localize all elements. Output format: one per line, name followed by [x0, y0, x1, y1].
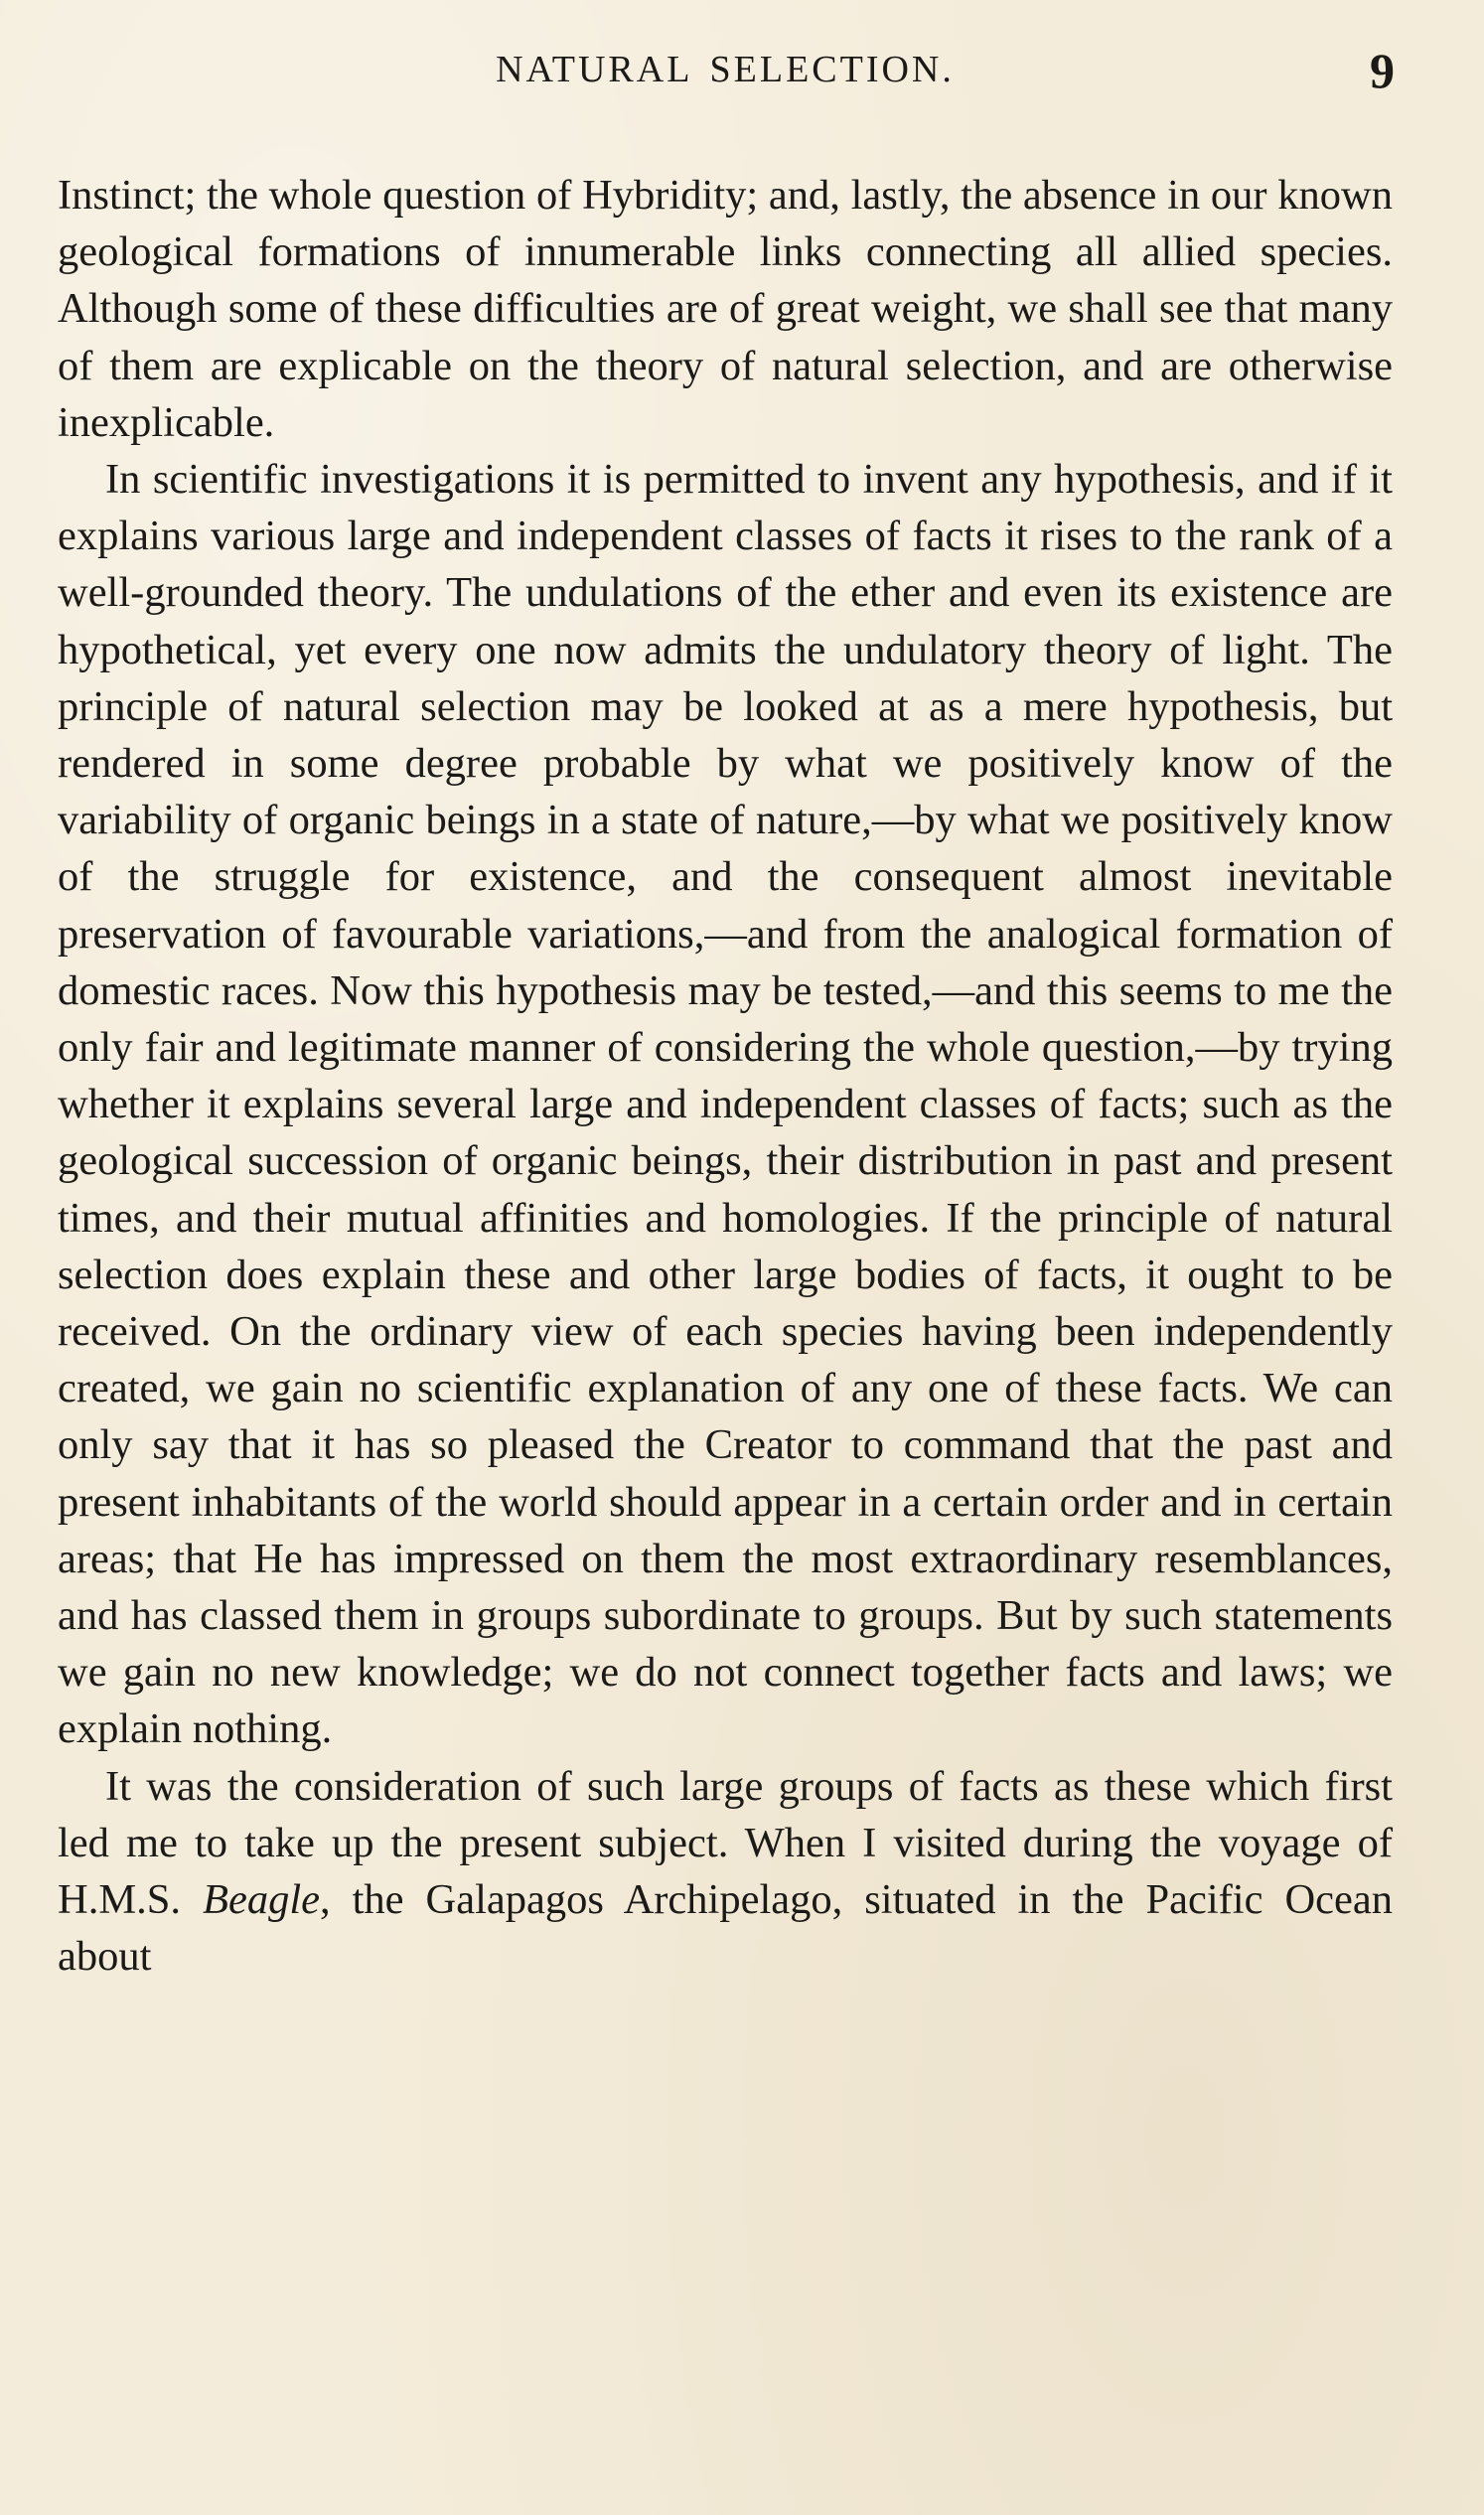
paragraph-3-text-after: , the Galapagos Archipelago, situated in the Pacific Ocean about — [58, 1876, 1393, 1981]
running-title: NATURAL SELECTION. — [496, 49, 955, 90]
page-number: 9 — [1370, 43, 1395, 98]
book-page — [58, 40, 1393, 2463]
paragraph-3 — [58, 1758, 1393, 1986]
paragraph-2: In scientific investigations it is permitted to invent any hypothesis, and if it explains various large and independent classes of facts it rises to the rank of a well-grounded theory. The undulations of the ether and even its existence are hypothetical, yet every one now admits the undulatory theory of light. The principle of natural selection may be looked at as a mere hypothesis, but rendered in some degree probable by what we positively know of the variability of organic beings in a state of nature,—by what we positively know of the struggle for existence, and the consequent almost inevitable preservation of favourable variations,—and from the analogical formation of domestic races. Now this hypothesis may be tested,—and this seems to me the only fair and legitimate manner of considering the whole question,—by trying whether it explains several large and independent classes of facts; such as the geological succession of organic beings, their distribution in past and present times, and their mutual affinities and homologies. If the principle of natural selection does explain these and other large bodies of facts, it ought to be received. On the ordinary view of each species having been independently created, we gain no scientific explanation of any one of these facts. We can only say that it has so pleased the Creator to command that the past and present inhabitants of the world should appear in a certain order and in certain areas; that He has impressed on them the most extraordinary resemblances, and has classed them in groups subordinate to groups. But by such statements we gain no new knowledge; we do not connect together facts and laws; we explain nothing. — [58, 456, 1393, 1753]
paragraph-1: Instinct; the whole question of Hybridity; and, lastly, the absence in our known geological formations of innumerable links connecting all allied species. Although some of these difficulties are of great weight, we shall see that many of them are explicable on the theory of natural selection, and are otherwise inexplicable. — [58, 172, 1393, 446]
paragraph-3-text-before: It was the consideration of such large groups of facts as these which first led me to take up the present subject. When I visited during the voyage of H.M.S. — [58, 1762, 1393, 1924]
body-text — [58, 167, 1393, 1986]
ship-name: Beagle — [203, 1876, 320, 1924]
running-head — [58, 40, 1393, 109]
